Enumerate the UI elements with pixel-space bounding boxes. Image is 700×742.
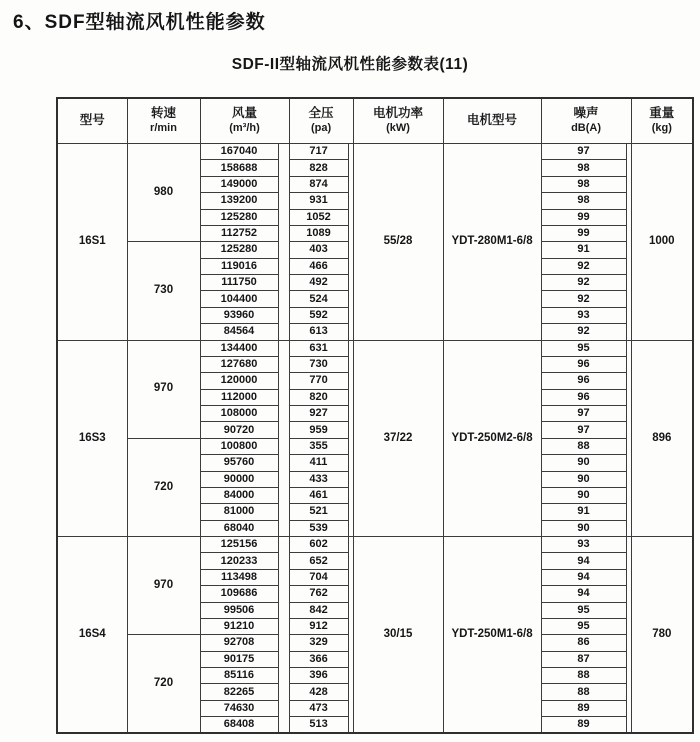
noise-cell: 90 [541,520,626,536]
noise-cell: 98 [541,176,626,192]
gap [626,389,631,405]
gap [626,406,631,422]
gap [348,225,353,241]
gap [278,717,289,733]
noise-cell: 96 [541,356,626,372]
speed-cell: 720 [127,438,200,536]
flow-cell: 84000 [200,487,278,503]
noise-cell: 99 [541,209,626,225]
flow-cell: 134400 [200,340,278,356]
noise-cell: 94 [541,553,626,569]
gap [626,487,631,503]
noise-cell: 90 [541,487,626,503]
gap [278,291,289,307]
gap [278,389,289,405]
gap [348,569,353,585]
pressure-cell: 1089 [289,225,348,241]
gap [626,684,631,700]
noise-cell: 93 [541,307,626,323]
page-title: 6、SDF型轴流风机性能参数 [13,12,266,33]
flow-cell: 68408 [200,717,278,733]
noise-cell: 97 [541,422,626,438]
gap [278,668,289,684]
col-header-5: 电机型号 [443,98,541,144]
gap [278,258,289,274]
gap [626,455,631,471]
gap [348,242,353,258]
gap [278,520,289,536]
gap [348,160,353,176]
pressure-cell: 428 [289,684,348,700]
header-row [57,98,693,144]
flow-cell: 74630 [200,700,278,716]
motor-model-cell: YDT-250M1-6/8 [443,537,541,734]
flow-cell: 158688 [200,160,278,176]
flow-cell: 100800 [200,438,278,454]
pressure-cell: 613 [289,324,348,340]
flow-cell: 85116 [200,668,278,684]
gap [626,291,631,307]
pressure-cell: 730 [289,356,348,372]
gap [278,487,289,503]
gap [278,635,289,651]
pressure-cell: 842 [289,602,348,618]
noise-cell: 93 [541,537,626,553]
pressure-cell: 524 [289,291,348,307]
flow-cell: 95760 [200,455,278,471]
gap [278,242,289,258]
pressure-cell: 912 [289,618,348,634]
gap [626,602,631,618]
flow-cell: 125280 [200,242,278,258]
gap [348,471,353,487]
pressure-cell: 874 [289,176,348,192]
speed-cell: 730 [127,242,200,340]
pressure-cell: 521 [289,504,348,520]
gap [348,717,353,733]
noise-cell: 99 [541,225,626,241]
gap [348,373,353,389]
noise-cell: 86 [541,635,626,651]
flow-cell: 81000 [200,504,278,520]
gap [626,700,631,716]
pressure-cell: 396 [289,668,348,684]
pressure-cell: 602 [289,537,348,553]
gap [626,635,631,651]
pressure-cell: 927 [289,406,348,422]
gap [626,504,631,520]
gap [278,193,289,209]
pressure-cell: 820 [289,389,348,405]
table-row [57,537,693,553]
flow-cell: 90000 [200,471,278,487]
model-section-16S4 [57,537,693,734]
weight-cell: 780 [631,537,693,734]
pressure-cell: 473 [289,700,348,716]
model-section-16S1 [57,144,693,341]
gap [626,242,631,258]
model-cell: 16S4 [57,537,127,734]
gap [348,438,353,454]
gap [278,684,289,700]
flow-cell: 90175 [200,651,278,667]
flow-cell: 120233 [200,553,278,569]
pressure-cell: 403 [289,242,348,258]
gap [278,356,289,372]
gap [278,700,289,716]
gap [278,373,289,389]
gap [278,651,289,667]
gap [626,569,631,585]
col-header-7: 重量 (kg) [631,98,693,144]
pressure-cell: 329 [289,635,348,651]
noise-cell: 88 [541,438,626,454]
gap [278,602,289,618]
weight-cell: 896 [631,340,693,537]
gap [626,258,631,274]
pressure-cell: 828 [289,160,348,176]
gap [278,422,289,438]
motor-power-cell: 30/15 [353,537,443,734]
flow-cell: 139200 [200,193,278,209]
pressure-cell: 513 [289,717,348,733]
col-header-6: 噪声 dB(A) [541,98,631,144]
flow-cell: 120000 [200,373,278,389]
flow-cell: 119016 [200,258,278,274]
flow-cell: 104400 [200,291,278,307]
flow-cell: 125156 [200,537,278,553]
flow-cell: 68040 [200,520,278,536]
gap [626,373,631,389]
gap [348,487,353,503]
speed-cell: 980 [127,144,200,242]
gap [626,651,631,667]
gap [626,193,631,209]
performance-table [56,97,694,734]
gap [278,504,289,520]
gap [278,225,289,241]
noise-cell: 89 [541,700,626,716]
noise-cell: 88 [541,668,626,684]
col-header-1: 转速 r/min [127,98,200,144]
noise-cell: 96 [541,389,626,405]
gap [348,422,353,438]
noise-cell: 95 [541,618,626,634]
flow-cell: 113498 [200,569,278,585]
gap [348,700,353,716]
model-section-16S3 [57,340,693,537]
noise-cell: 97 [541,406,626,422]
table-row [57,144,693,160]
speed-cell: 970 [127,537,200,635]
gap [278,160,289,176]
pressure-cell: 931 [289,193,348,209]
gap [626,324,631,340]
col-header-3: 全压 (pa) [289,98,353,144]
pressure-cell: 1052 [289,209,348,225]
noise-cell: 87 [541,651,626,667]
noise-cell: 95 [541,602,626,618]
gap [278,537,289,553]
gap [348,324,353,340]
gap [626,586,631,602]
gap [348,635,353,651]
gap [348,618,353,634]
noise-cell: 98 [541,193,626,209]
gap [348,668,353,684]
table-row [57,340,693,356]
gap [348,684,353,700]
gap [348,553,353,569]
noise-cell: 96 [541,373,626,389]
gap [626,438,631,454]
col-header-0: 型号 [57,98,127,144]
pressure-cell: 366 [289,651,348,667]
pressure-cell: 461 [289,487,348,503]
gap [278,586,289,602]
gap [278,176,289,192]
gap [278,209,289,225]
pressure-cell: 539 [289,520,348,536]
gap [626,422,631,438]
table-header [57,98,693,144]
pressure-cell: 592 [289,307,348,323]
gap [348,602,353,618]
gap [278,275,289,291]
flow-cell: 99506 [200,602,278,618]
noise-cell: 90 [541,471,626,487]
pressure-cell: 631 [289,340,348,356]
gap [348,193,353,209]
noise-cell: 94 [541,586,626,602]
noise-cell: 92 [541,291,626,307]
gap [626,209,631,225]
gap [626,275,631,291]
gap [626,553,631,569]
pressure-cell: 652 [289,553,348,569]
gap [348,504,353,520]
flow-cell: 149000 [200,176,278,192]
flow-cell: 90720 [200,422,278,438]
gap [348,307,353,323]
gap [278,340,289,356]
pressure-cell: 492 [289,275,348,291]
gap [278,406,289,422]
model-cell: 16S1 [57,144,127,341]
flow-cell: 167040 [200,144,278,160]
noise-cell: 95 [541,340,626,356]
noise-cell: 91 [541,504,626,520]
speed-cell: 720 [127,635,200,733]
flow-cell: 108000 [200,406,278,422]
gap [626,160,631,176]
gap [626,356,631,372]
weight-cell: 1000 [631,144,693,341]
pressure-cell: 717 [289,144,348,160]
noise-cell: 92 [541,258,626,274]
pressure-cell: 704 [289,569,348,585]
flow-cell: 112752 [200,225,278,241]
flow-cell: 91210 [200,618,278,634]
table-title: SDF-II型轴流风机性能参数表(11) [231,56,469,73]
pressure-cell: 770 [289,373,348,389]
gap [626,520,631,536]
gap [626,717,631,733]
gap [348,586,353,602]
gap [278,307,289,323]
noise-cell: 92 [541,275,626,291]
flow-cell: 125280 [200,209,278,225]
gap [626,471,631,487]
pressure-cell: 466 [289,258,348,274]
motor-model-cell: YDT-280M1-6/8 [443,144,541,341]
motor-model-cell: YDT-250M2-6/8 [443,340,541,537]
flow-cell: 82265 [200,684,278,700]
gap [348,258,353,274]
gap [348,389,353,405]
flow-cell: 92708 [200,635,278,651]
motor-power-cell: 37/22 [353,340,443,537]
model-cell: 16S3 [57,340,127,537]
noise-cell: 98 [541,160,626,176]
col-header-4: 电机功率 (kW) [353,98,443,144]
noise-cell: 88 [541,684,626,700]
flow-cell: 127680 [200,356,278,372]
gap [278,618,289,634]
gap [278,553,289,569]
pressure-cell: 411 [289,455,348,471]
motor-power-cell: 55/28 [353,144,443,341]
flow-cell: 93960 [200,307,278,323]
col-header-2: 风量 (m³/h) [200,98,289,144]
gap [626,225,631,241]
flow-cell: 111750 [200,275,278,291]
flow-cell: 112000 [200,389,278,405]
gap [278,438,289,454]
flow-cell: 84564 [200,324,278,340]
noise-cell: 94 [541,569,626,585]
speed-cell: 970 [127,340,200,438]
gap [626,668,631,684]
gap [348,209,353,225]
gap [278,569,289,585]
gap [626,307,631,323]
gap [626,176,631,192]
gap [278,455,289,471]
gap [348,356,353,372]
gap [348,455,353,471]
gap [626,618,631,634]
noise-cell: 89 [541,717,626,733]
gap [348,176,353,192]
gap [348,406,353,422]
noise-cell: 97 [541,144,626,160]
gap [278,144,289,160]
pressure-cell: 433 [289,471,348,487]
gap [348,291,353,307]
gap [278,324,289,340]
gap [348,275,353,291]
pressure-cell: 355 [289,438,348,454]
gap [348,651,353,667]
gap [348,520,353,536]
noise-cell: 92 [541,324,626,340]
pressure-cell: 762 [289,586,348,602]
flow-cell: 109686 [200,586,278,602]
noise-cell: 90 [541,455,626,471]
gap [278,471,289,487]
noise-cell: 91 [541,242,626,258]
pressure-cell: 959 [289,422,348,438]
